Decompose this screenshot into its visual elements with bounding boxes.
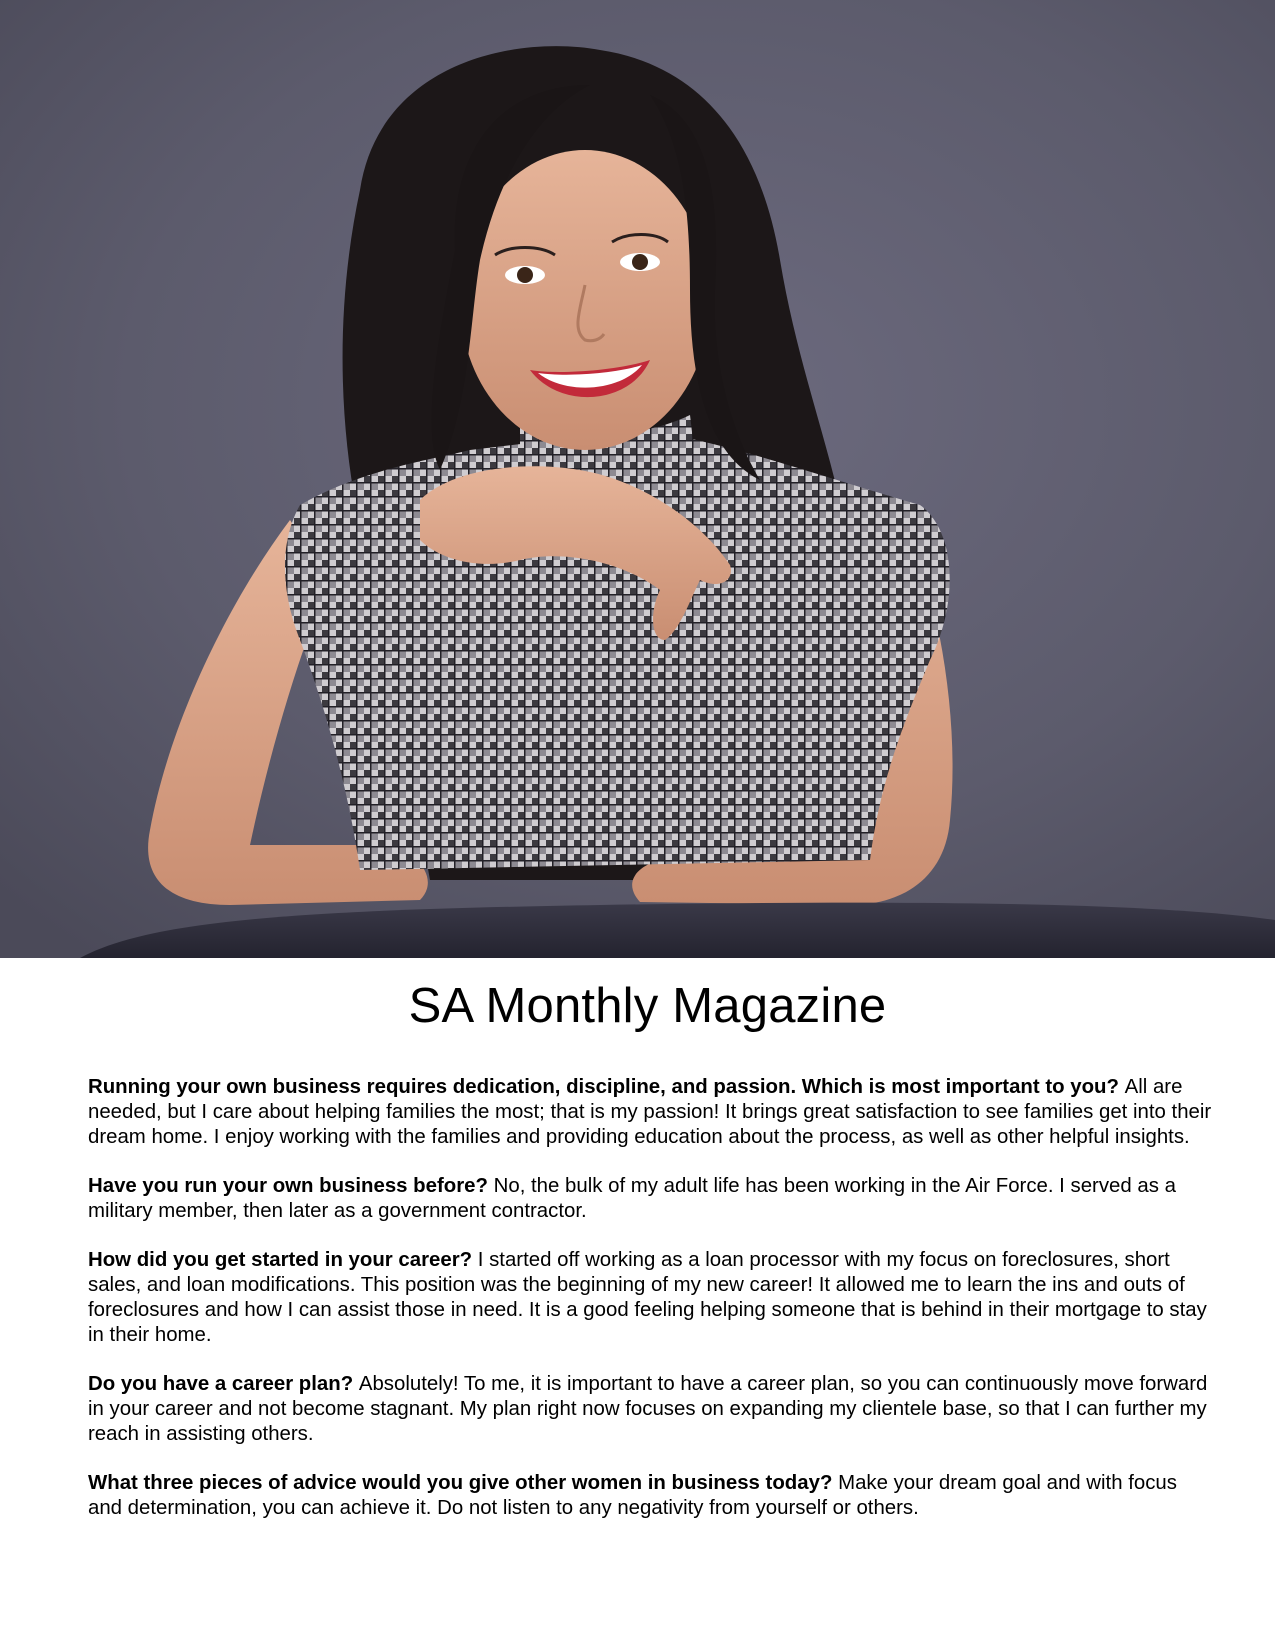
interview-question: Have you run your own business before?: [88, 1175, 494, 1197]
interview-question: How did you get started in your career?: [88, 1249, 478, 1271]
interview-item: [88, 1471, 1213, 1521]
interview-answer: All are needed, but I care about helping families the most; that is my passion! It brings great satisfaction to see families get into their dream home. I enjoy working with the families and providing education about the process, as well as other helpful insights.: [88, 1076, 1212, 1148]
interview-answer: No, the bulk of my adult life has been working in the Air Force. I served as a military member, then later as a government contractor.: [88, 1175, 1176, 1222]
interview-item: [88, 1372, 1213, 1447]
interview-question: Running your own business requires dedication, discipline, and passion. Which is most important to you?: [88, 1076, 1125, 1098]
interview-item: [88, 1174, 1213, 1224]
interview-answer: Make your dream goal and with focus and determination, you can achieve it. Do not listen to any negativity from yourself or others.: [88, 1472, 1177, 1519]
interview-item: [88, 1075, 1213, 1150]
interview-question: What three pieces of advice would you give other women in business today?: [88, 1472, 839, 1494]
interview-question: Do you have a career plan?: [88, 1373, 359, 1395]
magazine-title: SA Monthly Magazine: [408, 979, 887, 1033]
interview-article: [88, 1075, 1213, 1545]
interview-item: [88, 1248, 1213, 1348]
interview-answer: Absolutely! To me, it is important to have a career plan, so you can continuously move forward in your career and not become stagnant. My plan right now focuses on expanding my clientele base, so that I can further my reach in assisting others.: [88, 1373, 1208, 1445]
interview-answer: I started off working as a loan processor with my focus on foreclosures, short sales, and loan modifications. This position was the beginning of my new career! It allowed me to learn the ins and outs of foreclosures and how I can assist those in need. It is a good feeling helping someone that is behind in their mortgage to stay in their home.: [88, 1249, 1207, 1346]
